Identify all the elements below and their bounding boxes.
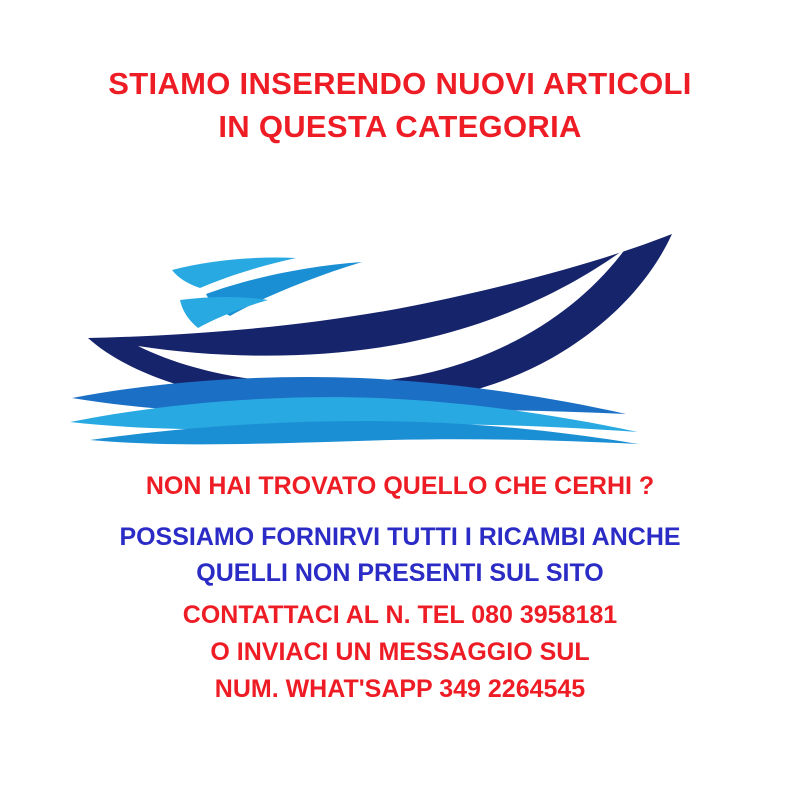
- headline-line-1: STIAMO INSERENDO NUOVI ARTICOLI: [108, 66, 692, 101]
- boat-logo: [60, 160, 740, 450]
- headline-line-2: IN QUESTA CATEGORIA: [218, 109, 582, 144]
- headline: [0, 62, 800, 148]
- offer-line-2: QUELLI NON PRESENTI SUL SITO: [196, 559, 604, 587]
- logo-shape-flag-small: [180, 297, 268, 328]
- question-line: NON HAI TROVATO QUELLO CHE CERHI ?: [145, 472, 655, 500]
- contact-message-line: O INVIACI UN MESSAGGIO SUL: [210, 638, 590, 666]
- offer-line-1: POSSIAMO FORNIRVI TUTTI I RICAMBI ANCHE: [119, 523, 681, 551]
- contact-block: [0, 597, 800, 708]
- contact-whatsapp-line: NUM. WHAT'SAPP 349 2264545: [214, 675, 586, 703]
- contact-phone-line: CONTATTACI AL N. TEL 080 3958181: [182, 601, 618, 629]
- offer-block: [0, 519, 800, 591]
